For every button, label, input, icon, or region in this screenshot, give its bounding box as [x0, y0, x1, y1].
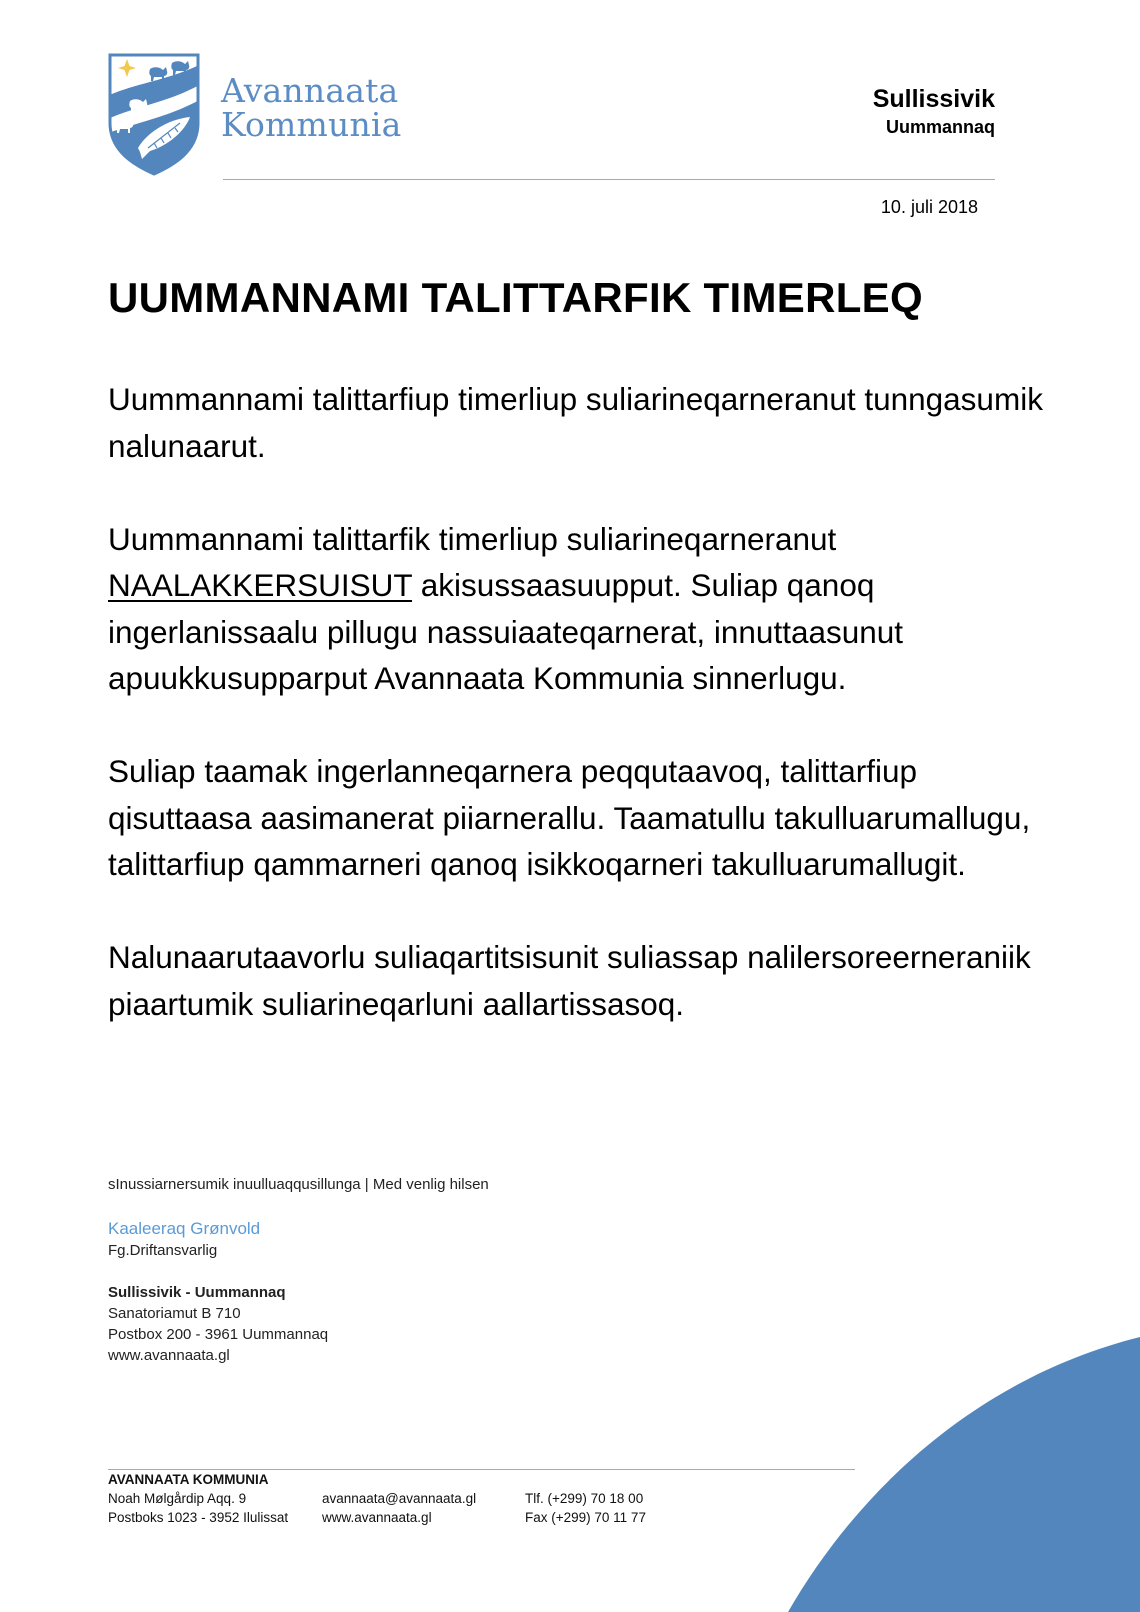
footer-phone: Tlf. (+299) 70 18 00 — [525, 1491, 644, 1506]
coat-of-arms-logo — [108, 53, 200, 176]
corner-decoration — [780, 1337, 1140, 1612]
letter-date: 10. juli 2018 — [880, 197, 978, 217]
signer-role: Fg.Driftansvarlig — [108, 1242, 218, 1259]
body-paragraph-2 — [108, 516, 1048, 702]
department-city: Uummannaq — [885, 117, 995, 137]
letter-body — [108, 376, 1048, 1074]
wordmark-line1: Avannaata — [221, 71, 399, 110]
body-paragraph-1: Uummannami talittarfiup timerliup suliarineqarneranut tunngasumik nalunaarut. — [108, 381, 1043, 464]
header-divider — [223, 179, 995, 180]
footer-email: avannaata@avannaata.gl — [322, 1491, 477, 1506]
sender-street: Sanatoriamut B 710 — [108, 1305, 241, 1322]
footer-website: www.avannaata.gl — [322, 1510, 432, 1525]
document-title: UUMMANNAMI TALITTARFIK TIMERLEQ — [108, 274, 923, 321]
sender-address — [108, 1282, 328, 1366]
body-paragraph-3: Suliap taamak ingerlanneqarnera peqqutaavoq, talittarfiup qisuttaasa aasimanerat piiarnerallu. Taamatullu takulluarumallugu, talittarfiup qammarneri qanoq isikkoqarneri takulluarumallugit. — [108, 753, 1031, 882]
underlined-term: NAALAKKERSUISUT — [108, 567, 413, 603]
paragraph-2-text-end: akisussaasuupput. Suliap qanoq ingerlanissaalu pillugu nassuiaateqarnerat, innuttaasunut apuukkusupparput Avannaata Kommunia sinnerlugu. — [108, 567, 904, 696]
sender-office: Sullissivik - Uummannaq — [108, 1284, 286, 1301]
department-block — [873, 84, 995, 140]
organization-wordmark — [221, 71, 402, 144]
sender-website: www.avannaata.gl — [108, 1347, 230, 1364]
footer-organization: AVANNAATA KOMMUNIA — [108, 1472, 269, 1487]
wordmark-line2: Kommunia — [221, 105, 402, 144]
sender-postbox: Postbox 200 - 3961 Uummannaq — [108, 1326, 329, 1343]
blue-arc-decoration — [780, 1337, 1140, 1612]
page-footer — [108, 1470, 685, 1527]
signer-name: Kaaleeraq Grønvold — [108, 1219, 261, 1238]
department-name: Sullissivik — [872, 85, 995, 113]
paragraph-2-text-start: Uummannami talittarfik timerliup suliarineqarneranut — [108, 520, 837, 557]
footer-postbox: Postboks 1023 - 3952 Ilulissat — [108, 1510, 289, 1525]
body-paragraph-4: Nalunaarutaavorlu suliaqartitsisunit suliassap nalilersoreerneraniik piaartumik suliarineqarluni aallartissasoq. — [108, 939, 1031, 1022]
footer-street: Noah Mølgårdip Aqq. 9 — [108, 1491, 247, 1506]
shield-icon — [108, 53, 200, 176]
closing-greeting: sInussiarnersumik inuulluaqqusillunga | Med venlig hilsen — [108, 1176, 489, 1193]
footer-fax: Fax (+299) 70 11 77 — [525, 1510, 646, 1525]
